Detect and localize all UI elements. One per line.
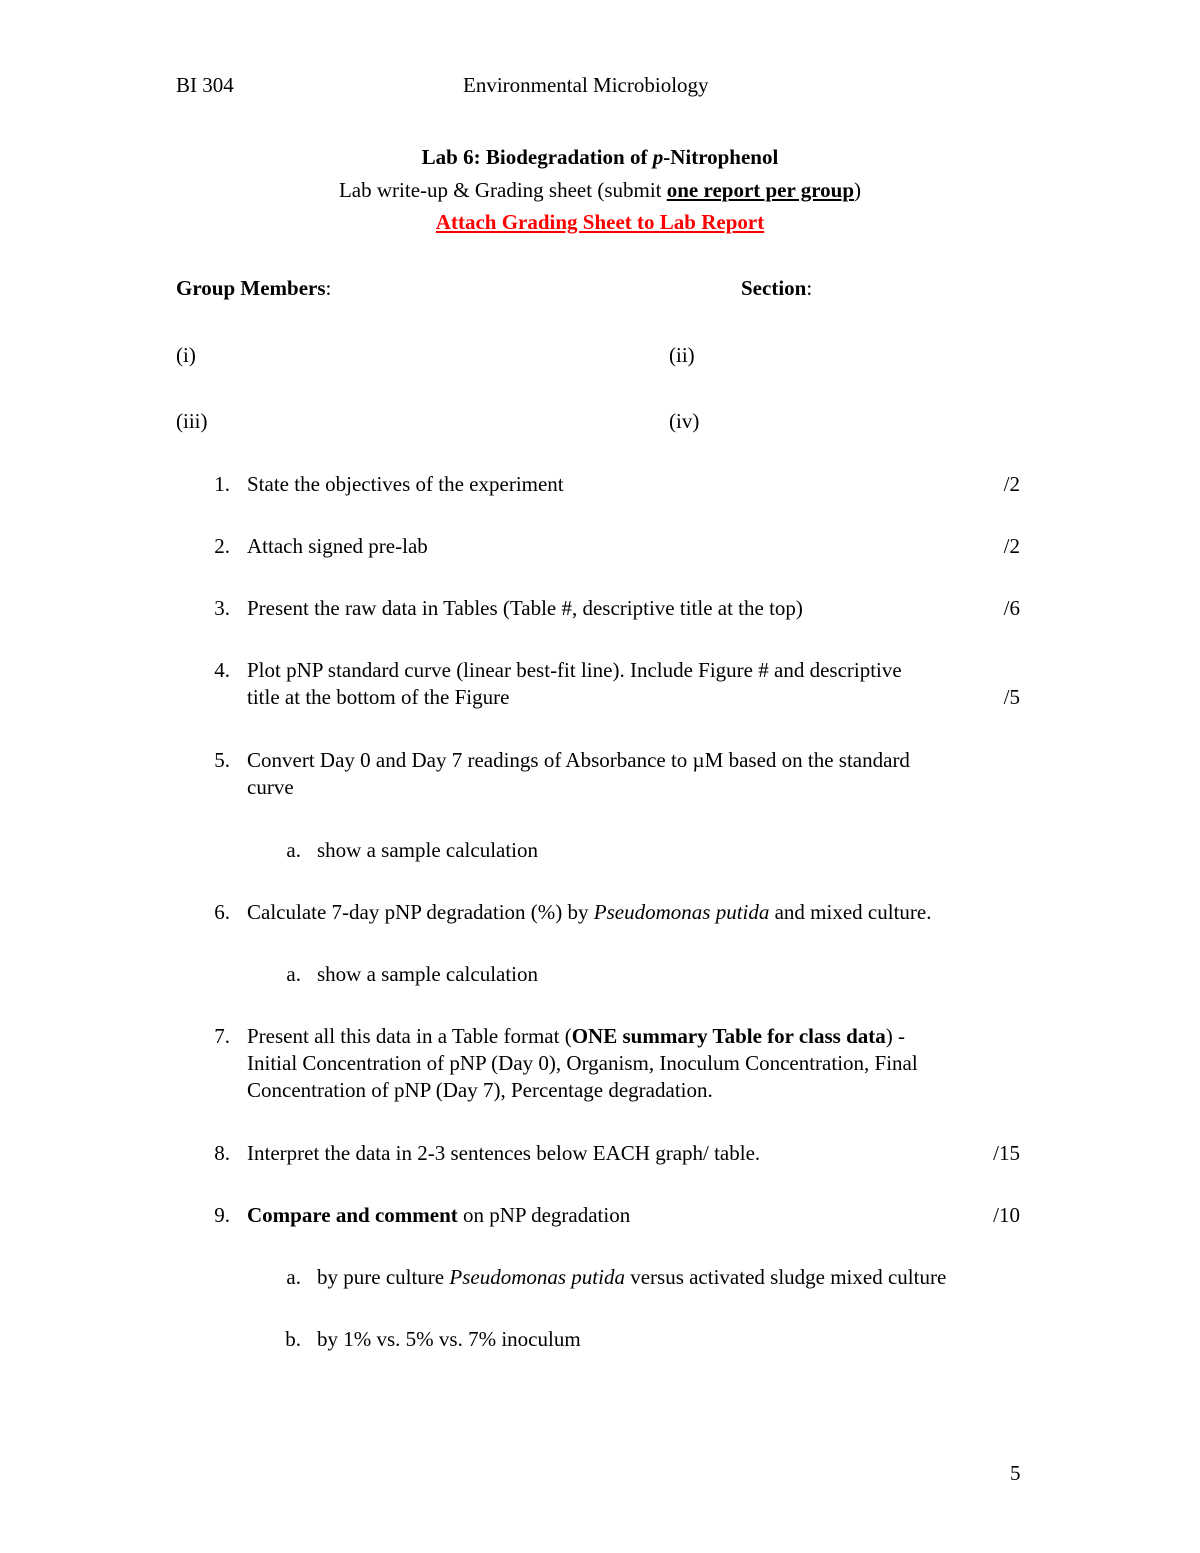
item-number: 5. (214, 748, 230, 772)
member-slot-iii: (iii) (176, 409, 208, 433)
item-text-continued: title at the bottom of the Figure (247, 685, 510, 709)
subitem-letter: a. (286, 1265, 301, 1289)
item-text: Present all this data in a Table format (ONE summary Table for class data) - (247, 1024, 906, 1048)
item-points: /5 (1003, 685, 1020, 709)
item-text: Compare and comment on pNP degradation (247, 1203, 631, 1227)
item-number: 2. (214, 534, 230, 558)
item-points: /15 (993, 1141, 1020, 1165)
item-points: /6 (1003, 596, 1020, 620)
item-text-continued: Initial Concentration of pNP (Day 0), Organism, Inoculum Concentration, Final (247, 1051, 918, 1075)
item-number: 6. (214, 900, 230, 924)
item-text: State the objectives of the experiment (247, 472, 564, 496)
item-points: /2 (1003, 472, 1020, 496)
item-number: 3. (214, 596, 230, 620)
subitem-letter: b. (285, 1327, 301, 1351)
subitem-text: by 1% vs. 5% vs. 7% inoculum (317, 1327, 581, 1351)
item-points: /2 (1003, 534, 1020, 558)
item-text: Attach signed pre-lab (247, 534, 428, 558)
subitem-letter: a. (286, 838, 301, 862)
item-number: 9. (214, 1203, 230, 1227)
subitem-text: by pure culture Pseudomonas putida versus activated sludge mixed culture (317, 1265, 947, 1289)
item-number: 7. (214, 1024, 230, 1048)
item-text: Plot pNP standard curve (linear best-fit line). Include Figure # and descriptive (247, 658, 902, 682)
subitem-letter: a. (286, 962, 301, 986)
group-members-label: Group Members: (176, 276, 332, 300)
lab-title: Lab 6: Biodegradation of p-Nitrophenol (421, 145, 779, 169)
item-text: Convert Day 0 and Day 7 readings of Absorbance to µM based on the standard (247, 748, 910, 772)
subitem-text: show a sample calculation (317, 962, 539, 986)
member-slot-i: (i) (176, 343, 196, 367)
item-text: Calculate 7-day pNP degradation (%) by Pseudomonas putida and mixed culture. (247, 900, 932, 924)
subitem-text: show a sample calculation (317, 838, 539, 862)
item-text-continued: curve (247, 775, 294, 799)
course-code: BI 304 (176, 73, 234, 97)
item-text: Present the raw data in Tables (Table #, descriptive title at the top) (247, 596, 803, 620)
page-number: 5 (1010, 1461, 1021, 1485)
course-title: Environmental Microbiology (463, 73, 709, 97)
section-label: Section: (741, 276, 813, 300)
item-number: 1. (214, 472, 230, 496)
item-number: 8. (214, 1141, 230, 1165)
item-text-continued: Concentration of pNP (Day 7), Percentage degradation. (247, 1078, 713, 1102)
item-text: Interpret the data in 2-3 sentences below EACH graph/ table. (247, 1141, 761, 1165)
member-slot-iv: (iv) (669, 409, 700, 433)
item-points: /10 (993, 1203, 1020, 1227)
attach-notice: Attach Grading Sheet to Lab Report (435, 210, 765, 234)
lab-subtitle: Lab write-up & Grading sheet (submit one report per group) (338, 178, 861, 202)
member-slot-ii: (ii) (669, 343, 695, 367)
item-number: 4. (214, 658, 230, 682)
